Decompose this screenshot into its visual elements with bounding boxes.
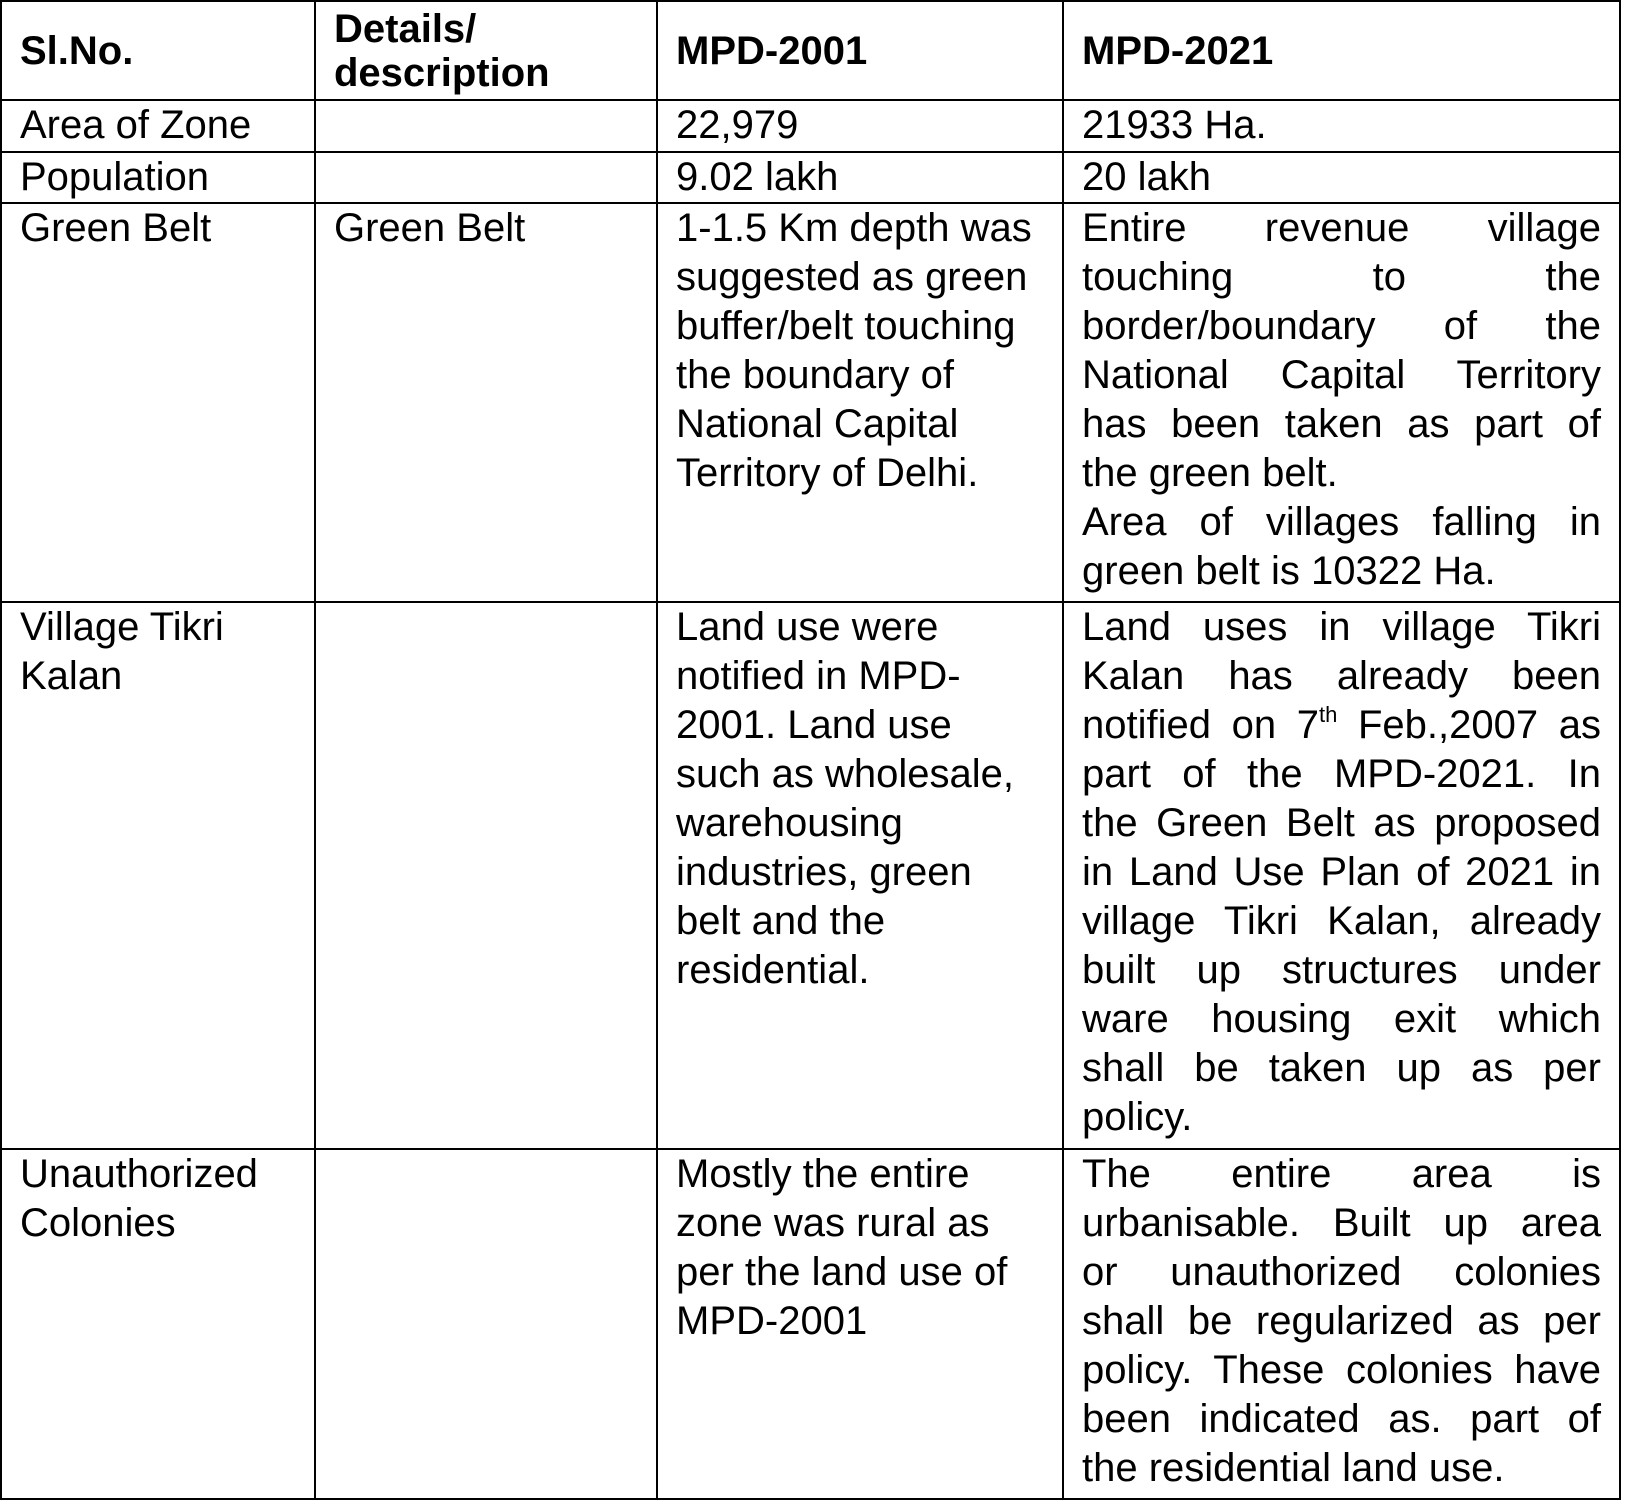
cell-mpd-2021 (1063, 602, 1620, 1149)
text-line: in Land Use Plan of 2021 in (1082, 850, 1601, 894)
cell-details (315, 152, 657, 203)
cell-details: Green Belt (315, 203, 657, 602)
cell-sl-no: Green Belt (1, 203, 315, 602)
header-mpd-2001: MPD-2001 (657, 1, 1063, 100)
text-line: border/boundary of the (1082, 304, 1601, 348)
text-line: part of the MPD-2021. In (1082, 752, 1601, 796)
text-line: green belt is 10322 Ha. (1082, 549, 1496, 593)
text-line: the green belt. (1082, 451, 1338, 495)
cell-mpd-2021 (1063, 1149, 1620, 1499)
cell-mpd-2001: 1-1.5 Km depth was suggested as green buffer/belt touching the boundary of National Capital Territory of Delhi. (657, 203, 1063, 602)
table-row-village-tikri-kalan (1, 602, 1620, 1149)
cell-details (315, 1149, 657, 1499)
text-line: Land uses in village Tikri (1082, 605, 1601, 649)
text-fragment: notified on 7 (1082, 703, 1319, 747)
header-row (1, 1, 1620, 100)
superscript-ordinal: th (1319, 702, 1338, 727)
cell-sl-no: Village Tikri Kalan (1, 602, 315, 1149)
text-line: shall be taken up as per (1082, 1046, 1601, 1090)
text-line: shall be regularized as per (1082, 1299, 1601, 1343)
cell-mpd-2021 (1063, 203, 1620, 602)
cell-mpd-2001: Mostly the entire zone was rural as per the land use of MPD-2001 (657, 1149, 1063, 1499)
text-line: policy. (1082, 1095, 1193, 1139)
text-line: Kalan has already been (1082, 654, 1601, 698)
cell-sl-no: Population (1, 152, 315, 203)
cell-mpd-2001: 22,979 (657, 100, 1063, 152)
header-mpd-2021: MPD-2021 (1063, 1, 1620, 100)
cell-details (315, 100, 657, 152)
text-line: built up structures under (1082, 948, 1601, 992)
table-row-population (1, 152, 1620, 203)
table-row-unauthorized-colonies (1, 1149, 1620, 1499)
cell-details (315, 602, 657, 1149)
text-line: the residential land use. (1082, 1446, 1505, 1490)
text-line: urbanisable. Built up area (1082, 1201, 1601, 1245)
text-line: has been taken as part of (1082, 402, 1601, 446)
text-fragment: Feb.,2007 as (1337, 703, 1602, 747)
text-line: or unauthorized colonies (1082, 1250, 1601, 1294)
header-details: Details/ description (315, 1, 657, 100)
text-line: been indicated as. part of (1082, 1397, 1601, 1441)
text-line: the Green Belt as proposed (1082, 801, 1601, 845)
text-line: touching to the (1082, 255, 1601, 299)
text-line: Area of villages falling in (1082, 500, 1601, 544)
text-line: Entire revenue village (1082, 206, 1601, 250)
text-line: village Tikri Kalan, already (1082, 899, 1601, 943)
table-row-green-belt (1, 203, 1620, 602)
cell-mpd-2001: 9.02 lakh (657, 152, 1063, 203)
text-line: National Capital Territory (1082, 353, 1601, 397)
text-line: policy. These colonies have (1082, 1348, 1601, 1392)
cell-mpd-2021: 20 lakh (1063, 152, 1620, 203)
cell-sl-no: Area of Zone (1, 100, 315, 152)
header-sl-no: Sl.No. (1, 1, 315, 100)
text-line: The entire area is (1082, 1152, 1601, 1196)
text-line: ware housing exit which (1082, 997, 1601, 1041)
cell-mpd-2021: 21933 Ha. (1063, 100, 1620, 152)
cell-sl-no: Unauthorized Colonies (1, 1149, 315, 1499)
text-line-with-superscript (1082, 701, 1601, 750)
cell-mpd-2001: Land use were notified in MPD-2001. Land use such as wholesale, warehousing industries, green belt and the residential. (657, 602, 1063, 1149)
table-row-area-of-zone (1, 100, 1620, 152)
